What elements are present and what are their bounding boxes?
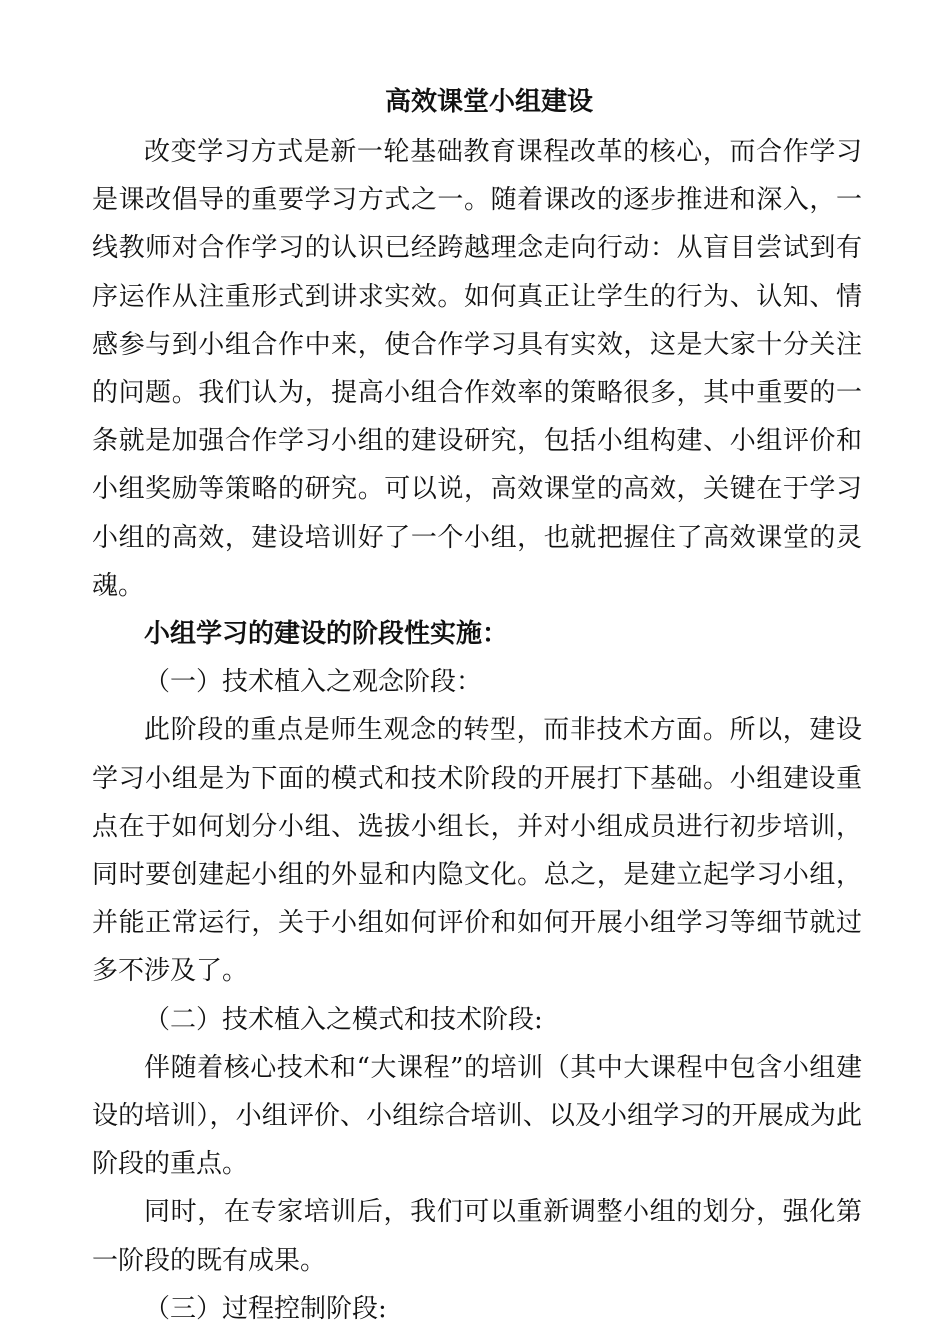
stage1-paragraph: 此阶段的重点是师生观念的转型，而非技术方面。所以，建设学习小组是为下面的模式和技术阶段的开展打下基础。小组建设重点在于如何划分小组、选拔小组长，并对小组成员进行初步培训，同时要创建起小组的外显和内隐文化。总之，是建立起学习小组，并能正常运行，关于小组如何评价和如何开展小组学习等细节就过多不涉及了。: [92, 715, 862, 987]
stage1-heading: （一）技术植入之观念阶段：: [144, 667, 483, 698]
intro-paragraph: 改变学习方式是新一轮基础教育课程改革的核心，而合作学习是课改倡导的重要学习方式之一。随着课改的逐步推进和深入，一线教师对合作学习的认识已经跨越理念走向行动：从盲目尝试到有序运作从注重形式到讲求实效。如何真正让学生的行为、认知、情感参与到小组合作中来，使合作学习具有实效，这是大家十分关注的问题。我们认为，提高小组合作效率的策略很多，其中重要的一条就是加强合作学习小组的建设研究，包括小组构建、小组评价和小组奖励等策略的研究。可以说，高效课堂的高效，关键在于学习小组的高效，建设培训好了一个小组，也就把握住了高效课堂的灵魂。: [92, 137, 862, 601]
stage2-heading: （二）技术植入之模式和技术阶段:: [144, 1004, 543, 1035]
document-body: [92, 82, 862, 1333]
document-title: 高效课堂小组建设: [384, 87, 593, 117]
stage2-paragraph-1: 伴随着核心技术和“大课程”的培训（其中大课程中包含小组建设的培训），小组评价、小组综合培训、以及小组学习的开展成为此阶段的重点。: [92, 1052, 862, 1180]
section-heading: 小组学习的建设的阶段性实施：: [144, 619, 509, 650]
stage2-paragraph-2: 同时，在专家培训后，我们可以重新调整小组的划分，强化第一阶段的既有成果。: [92, 1197, 862, 1276]
stage3-heading: （三）过程控制阶段:: [144, 1293, 387, 1324]
